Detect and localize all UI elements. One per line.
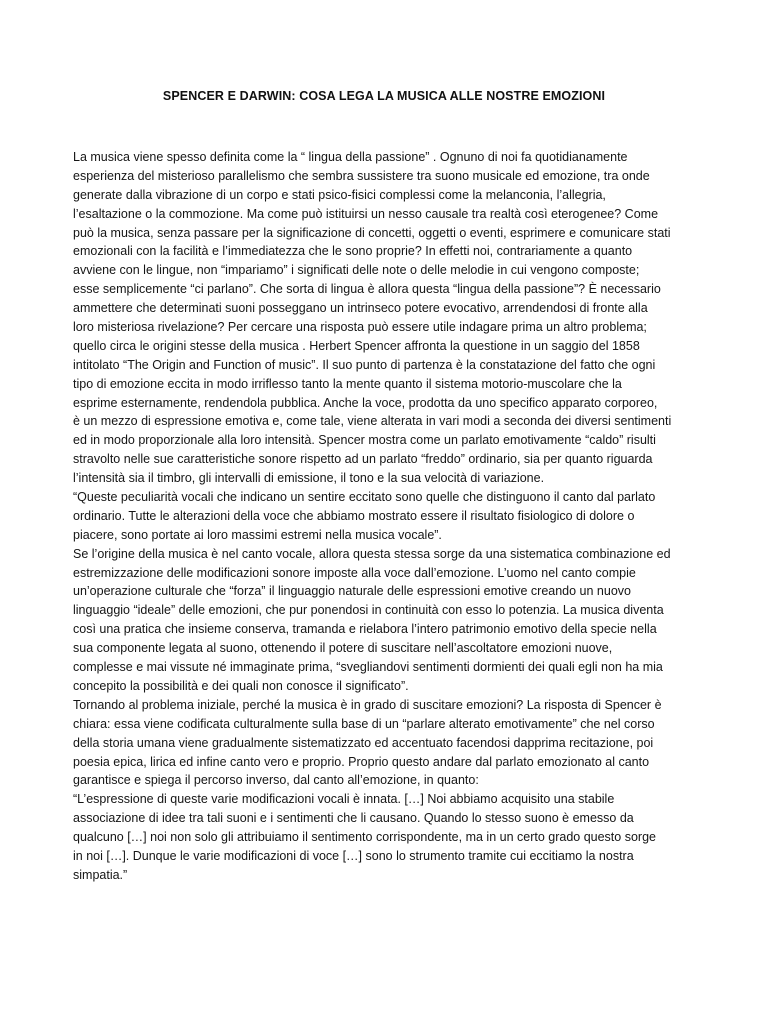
text-line: quello circa le origini stesse della musica . Herbert Spencer affronta la questione in un saggio del 1858 — [73, 338, 640, 353]
text-line: linguaggio “ideale” delle emozioni, che pur ponendosi in continuità con esso lo potenzia. La musica diventa — [73, 603, 664, 618]
text-line: ordinario. Tutte le alterazioni della voce che abbiamo mostrato essere il risultato fisiologico di dolore o — [73, 508, 635, 523]
text-line: così una pratica che insieme conserva, tramanda e rielabora l’intero patrimonio emotivo della specie nella — [73, 622, 657, 637]
text-line: Se l’origine della musica è nel canto vocale, allora questa stessa sorge da una sistematica combinazione ed — [73, 546, 671, 561]
text-line: emozionali con la facilità e l’immediatezza che le sono proprie? In effetti noi, contrariamente a quanto — [73, 244, 633, 259]
text-line: intitolato “The Origin and Function of music”. Il suo punto di partenza è la constatazione del fatto che ogni — [73, 357, 656, 372]
text-line: in noi […]. Dunque le varie modificazioni di voce […] sono lo strumento tramite cui eccitiamo la nostra — [73, 848, 634, 863]
text-line: loro misteriosa rivelazione? Per cercare una risposta può essere utile indagare prima un altro problema; — [73, 320, 647, 335]
text-line: avviene con le lingue, non “impariamo” i significati delle note o delle melodie in cui vengono composte; — [73, 263, 640, 278]
text-line: estremizzazione delle modificazioni sonore imposte alla voce dall’emozione. L’uomo nel canto compie — [73, 565, 636, 580]
text-line: simpatia.” — [73, 867, 128, 882]
text-line: generate dalla vibrazione di un corpo e stati psico-fisici complessi come la melanconia, l’allegria, — [73, 187, 606, 202]
text-line: qualcuno […] noi non solo gli attribuiamo il sentimento corrispondente, ma in un certo grado questo sorge — [73, 830, 656, 845]
text-line: l’intensità sia il timbro, gli intervalli di emissione, il tono e la sua velocità di variazione. — [73, 471, 545, 486]
text-line: tipo di emozione eccita in modo irriflesso tanto la mente quanto il sistema motorio-muscolare che la — [73, 376, 622, 391]
text-line: stravolto nelle sue caratteristiche sonore rispetto ad un parlato “freddo” ordinario, sia per quanto riguarda — [73, 452, 653, 467]
text-line: chiara: essa viene codificata culturalmente sulla base di un “parlare alterato emotivamente” che nel corso — [73, 716, 655, 731]
text-line: esperienza del misterioso parallelismo che sembra sussistere tra suono musicale ed emozione, tra onde — [73, 168, 650, 183]
document-title: SPENCER E DARWIN: COSA LEGA LA MUSICA ALLE NOSTRE EMOZIONI — [162, 89, 606, 103]
text-line: ammettere che determinati suoni posseggano un intrinseco potere evocativo, arrendendosi di fronte alla — [73, 301, 648, 316]
text-line: un’operazione culturale che “forza” il linguaggio naturale delle espressioni emotive creando un nuovo — [73, 584, 631, 599]
text-line: complesse e mai vissute né immaginate prima, “svegliandovi sentimenti dormienti dei quali egli non ha mia — [73, 660, 663, 675]
text-line: può la musica, senza passare per la significazione di concetti, oggetti o eventi, esprimere e comunicare stati — [73, 225, 671, 240]
document-body — [73, 148, 733, 885]
text-line: “Queste peculiarità vocali che indicano un sentire eccitato sono quelle che distinguono il canto dal parlato — [73, 490, 656, 505]
text-line: garantisce e spiega il percorso inverso, dal canto all’emozione, in quanto: — [73, 773, 479, 788]
text-line: esse semplicemente “ci parlano”. Che sorta di lingua è allora questa “lingua della passione”? È necessario — [73, 282, 661, 297]
text-line: è un mezzo di espressione emotiva e, come tale, viene alterata in vari modi a seconda dei diversi sentimenti — [73, 414, 672, 429]
text-line: concepito la possibilità e dei quali non conosce il significato”. — [73, 678, 409, 693]
text-line: ed in modo proporzionale alla loro intensità. Spencer mostra come un parlato emotivamente “caldo” risulti — [73, 433, 656, 448]
text-line: l’esaltazione o la commozione. Ma come può istituirsi un nesso causale tra realtà così eterogenee? Come — [73, 206, 659, 221]
text-line: piacere, sono portate ai loro massimi estremi nella musica vocale”. — [73, 527, 442, 542]
text-line: Tornando al problema iniziale, perché la musica è in grado di suscitare emozioni? La risposta di Spencer è — [73, 697, 662, 712]
text-line: sua componente legata al suono, ottenendo il potere di suscitare nell’ascoltatore emozioni nuove, — [73, 641, 613, 656]
text-line: esprime esternamente, rendendola pubblica. Anche la voce, prodotta da uno specifico apparato corporeo, — [73, 395, 658, 410]
text-line: poesia epica, lirica ed infine canto vero e proprio. Proprio questo andare dal parlato emozionato al canto — [73, 754, 650, 769]
text-line: La musica viene spesso definita come la “ lingua della passione” . Ognuno di noi fa quotidianamente — [73, 150, 628, 164]
text-line: “L’espressione di queste varie modificazioni vocali è innata. […] Noi abbiamo acquisito una stabile — [73, 792, 615, 807]
text-line: della storia umana viene gradualmente sistematizzato ed accentuato facendosi dapprima recitazione, poi — [73, 735, 654, 750]
text-line: associazione di idee tra tali suoni e i sentimenti che li causano. Quando lo stesso suono è emesso da — [73, 811, 634, 826]
